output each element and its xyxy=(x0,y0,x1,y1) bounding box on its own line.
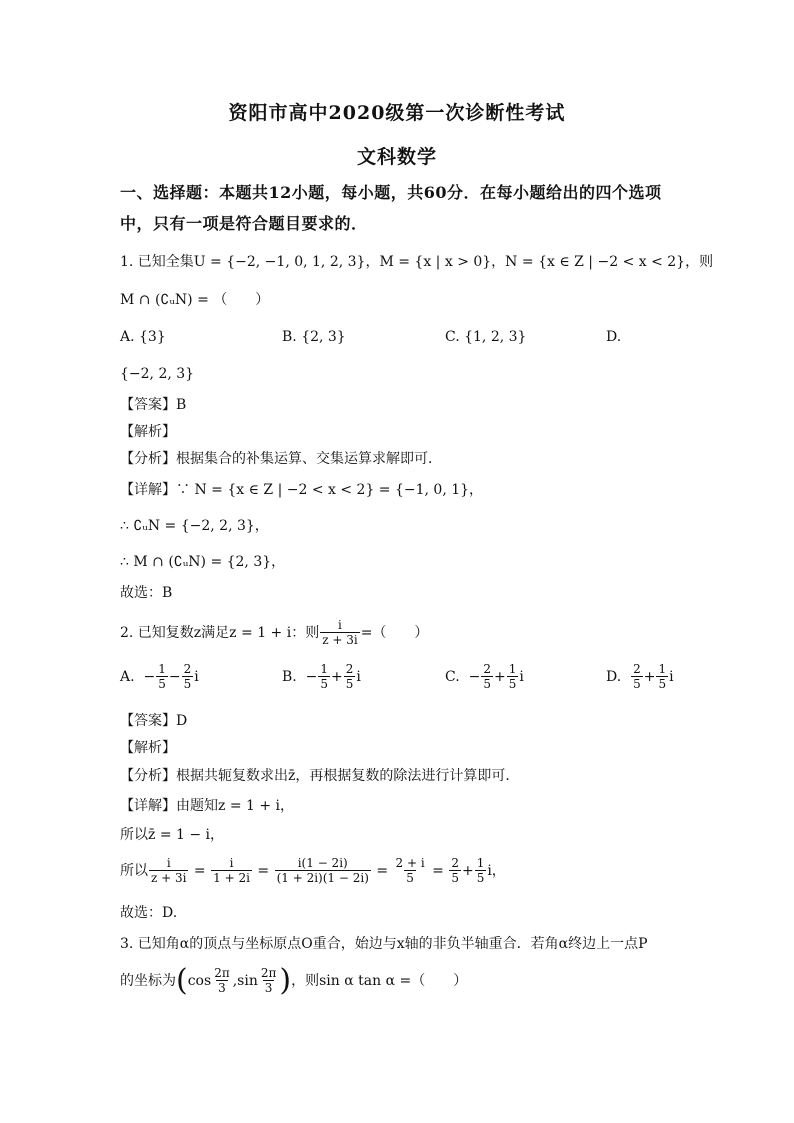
chain-fraction xyxy=(211,856,252,885)
option-fraction xyxy=(656,662,668,691)
frac-num: 1 xyxy=(658,662,667,676)
option-unit: i xyxy=(519,668,524,685)
frac-num: 1 xyxy=(158,662,166,676)
chain-fraction xyxy=(394,856,427,885)
option-fraction xyxy=(318,662,330,691)
q1-option-d: D. xyxy=(606,329,622,345)
equals-sign: = xyxy=(189,862,211,879)
frac-den: (1 + 2i)(1 − 2i) xyxy=(276,871,369,885)
option-fraction xyxy=(481,662,493,691)
frac-num: 2π xyxy=(214,966,230,980)
q2-option-d xyxy=(606,662,674,691)
q3-fraction-1 xyxy=(212,966,232,995)
comma: , xyxy=(232,972,238,989)
option-fraction xyxy=(631,662,643,691)
q1-answer: 【答案】B xyxy=(120,397,187,413)
option-fraction xyxy=(156,662,168,691)
q2-stem-pre: 2. 已知复数z满足z = 1 + i：则 xyxy=(120,624,320,641)
q2-stem xyxy=(120,618,428,647)
q3-suffix: ，则sin α tan α =（ ） xyxy=(291,972,468,989)
page-subtitle: 文科数学 xyxy=(356,146,437,168)
chain-fraction xyxy=(475,856,487,885)
q2-option-b xyxy=(282,662,361,691)
frac-num: i xyxy=(229,856,234,870)
frac-den: 5 xyxy=(320,677,329,691)
chain-fraction xyxy=(449,856,461,885)
frac-num: 2 xyxy=(345,662,354,676)
q2-answer: 【答案】D xyxy=(120,713,188,729)
frac-num: 2π xyxy=(260,966,277,980)
q2-fenxi: 【分析】根据共轭复数求出z̄，再根据复数的除法进行计算即可． xyxy=(120,768,520,784)
right-paren: ) xyxy=(279,962,292,998)
q2-analysis-label: 【解析】 xyxy=(120,740,176,756)
option-fraction xyxy=(182,662,194,691)
q2-stem-fraction xyxy=(320,618,359,647)
detail-prefix: 所以 xyxy=(120,862,148,879)
q2-detail-3 xyxy=(120,856,506,885)
frac-den: 5 xyxy=(158,677,166,691)
q1-detail-3: ∴ M ∩ (∁ᵤN) = {2, 3}， xyxy=(120,554,286,570)
page-title: 资阳市高中2020级第一次诊断性考试 xyxy=(228,102,566,124)
q2-option-a xyxy=(120,662,199,691)
q1-option-d-value: {−2, 2, 3} xyxy=(120,366,195,382)
frac-den: 5 xyxy=(183,677,192,691)
q3-fraction-2 xyxy=(259,966,279,995)
q3-prefix: 的坐标为 xyxy=(120,972,176,989)
option-unit: i xyxy=(194,668,199,685)
q1-detail-2: ∴ ∁ᵤN = {−2, 2, 3}， xyxy=(120,518,269,534)
frac-num: i xyxy=(166,856,171,870)
frac-num: 2 xyxy=(183,662,192,676)
left-paren: ( xyxy=(176,962,188,998)
frac-den: 5 xyxy=(476,871,485,885)
frac-num: 2 xyxy=(633,662,641,676)
frac-num: 2 xyxy=(451,856,459,870)
option-sign: − xyxy=(468,668,481,685)
q2-stem-post: =（ ） xyxy=(360,624,429,641)
frac-den: 5 xyxy=(633,677,641,691)
frac-num: 1 xyxy=(476,856,485,870)
frac-num: 2 xyxy=(483,662,491,676)
q1-analysis-label: 【解析】 xyxy=(120,424,176,440)
frac-den: 5 xyxy=(658,677,667,691)
q2-stem-frac-num: i xyxy=(338,618,342,632)
option-label: A. xyxy=(120,668,135,685)
option-label: B. xyxy=(282,668,297,685)
frac-den: 5 xyxy=(508,677,517,691)
q3-stem-line1: 3. 已知角α的顶点与坐标原点O重合，始边与x轴的非负半轴重合．若角α终边上一点P xyxy=(120,936,648,952)
q1-choose: 故选：B xyxy=(120,585,173,601)
option-sign: + xyxy=(643,668,656,685)
frac-den: 5 xyxy=(345,677,354,691)
option-sign: − xyxy=(168,668,181,685)
q1-option-c: C. {1, 2, 3} xyxy=(445,329,527,345)
frac-num: 2 + i xyxy=(395,856,425,870)
option-sign: + xyxy=(331,668,343,685)
q1-fenxi: 【分析】根据集合的补集运算、交集运算求解即可． xyxy=(120,451,442,467)
q1-detail-1: 【详解】∵ N = {x ∈ Z | −2 < x < 2} = {−1, 0, 1}， xyxy=(120,482,484,498)
option-fraction xyxy=(344,662,356,691)
cos-label: cos xyxy=(187,972,212,989)
frac-num: i(1 − 2i) xyxy=(297,856,348,870)
equals-sign: = xyxy=(427,862,449,879)
q1-stem: 1. 已知全集U = {−2, −1, 0, 1, 2, 3}，M = {x | x > 0}，N = {x ∈ Z | −2 < x < 2}，则 xyxy=(120,254,714,270)
frac-den: 5 xyxy=(483,677,491,691)
detail-tail: i， xyxy=(487,862,506,879)
option-sign: − xyxy=(305,668,318,685)
equals-sign: = xyxy=(252,862,274,879)
q3-stem-line2 xyxy=(120,962,468,998)
plus-sign: + xyxy=(461,862,474,879)
option-sign: + xyxy=(493,668,506,685)
option-sign: − xyxy=(143,668,156,685)
q1-stem-cont: M ∩ (∁ᵤN) = （ ） xyxy=(120,292,270,308)
option-label: C. xyxy=(445,668,460,685)
frac-num: 1 xyxy=(320,662,329,676)
q2-choose: 故选：D. xyxy=(120,905,178,921)
section-heading-line1: 一、选择题：本题共12小题，每小题，共60分．在每小题给出的四个选项 xyxy=(120,183,662,202)
frac-num: 1 xyxy=(508,662,517,676)
q2-detail-2: 所以z̄ = 1 − i， xyxy=(120,827,225,843)
equals-sign: = xyxy=(371,862,393,879)
frac-den: z + 3i xyxy=(151,871,187,885)
q1-option-a: A. {3} xyxy=(120,329,166,345)
q2-stem-frac-den: z + 3i xyxy=(322,633,358,647)
option-unit: i xyxy=(356,668,361,685)
q2-detail-1: 【详解】由题知z = 1 + i， xyxy=(120,798,295,814)
option-label: D. xyxy=(606,668,622,685)
frac-den: 1 + 2i xyxy=(213,871,250,885)
q1-option-b: B. {2, 3} xyxy=(282,329,346,345)
frac-den: 5 xyxy=(406,871,414,885)
option-unit: i xyxy=(669,668,674,685)
chain-fraction xyxy=(149,856,188,885)
frac-den: 5 xyxy=(451,871,459,885)
sin-label: sin xyxy=(237,972,258,989)
frac-den: 3 xyxy=(218,981,226,995)
section-heading-line2: 中，只有一项是符合题目要求的． xyxy=(120,214,368,233)
q2-option-c xyxy=(445,662,524,691)
chain-fraction xyxy=(275,856,371,885)
frac-den: 3 xyxy=(264,981,273,995)
option-fraction xyxy=(507,662,519,691)
